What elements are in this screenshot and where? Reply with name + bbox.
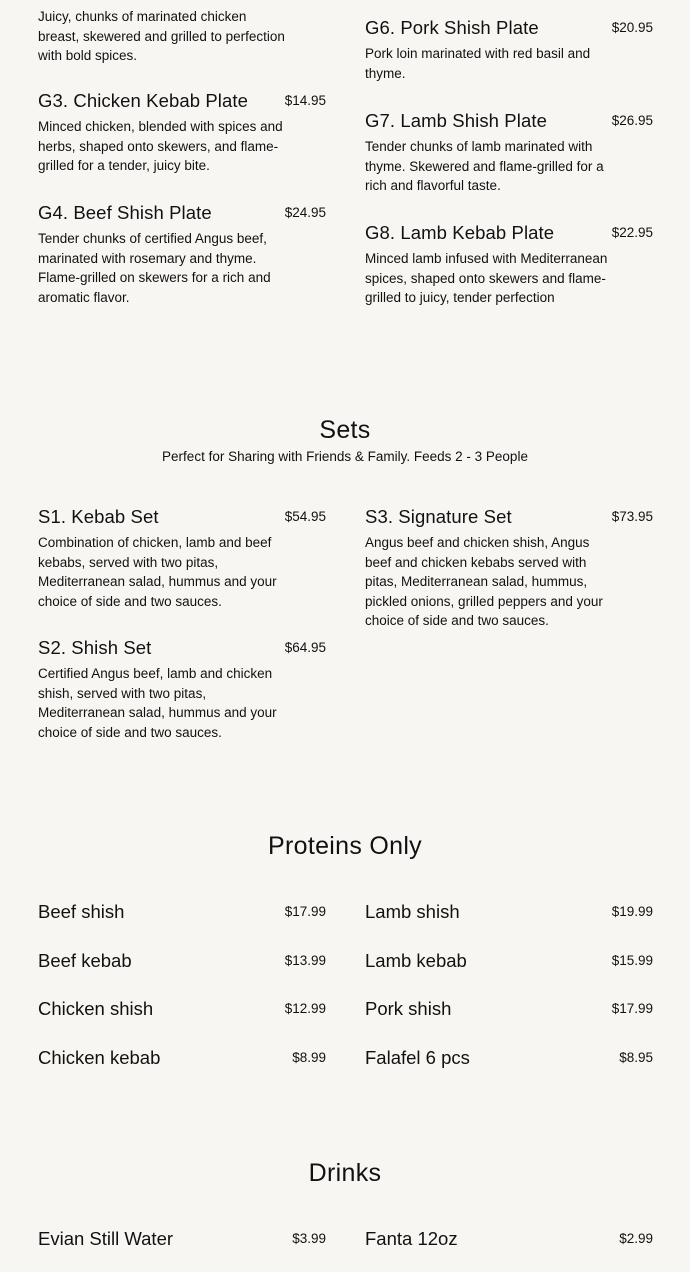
menu-item <box>38 506 326 611</box>
list-item <box>38 998 326 1024</box>
item-name: Pork shish <box>365 998 452 1019</box>
menu-item-description: Minced lamb infused with Mediterranean spices, shaped onto skewers and flame-grilled to juicy, tender perfection <box>365 251 608 305</box>
list-item <box>38 1047 326 1073</box>
list-item <box>365 950 653 976</box>
list-item <box>365 901 653 927</box>
menu-item-name: S1. Kebab Set <box>38 506 159 527</box>
menu-item <box>365 506 653 631</box>
item-name: Falafel 6 pcs <box>365 1047 470 1068</box>
item-name: Lamb shish <box>365 901 460 922</box>
menu-item-price: $14.95 <box>284 93 326 108</box>
menu-item <box>365 17 653 83</box>
menu-item-price: $64.95 <box>284 640 326 655</box>
item-name: Lamb kebab <box>365 950 467 971</box>
menu-item-price: $54.95 <box>284 509 326 524</box>
menu-item-description: Angus beef and chicken shish, Angus beef and chicken kebabs served with pitas, Mediterranean salad, hummus, pickled onions, grilled peppers and your choice of side and two sauces. <box>365 535 603 628</box>
item-name: Chicken shish <box>38 998 154 1019</box>
item-price: $12.99 <box>284 1001 326 1016</box>
section-title-sets: Sets <box>319 416 371 444</box>
menu-item-price: $73.95 <box>611 509 653 524</box>
menu-item-description: Certified Angus beef, lamb and chicken shish, served with two pitas, Mediterranean salad, hummus and your choice of side and two sauces. <box>38 666 277 740</box>
menu-item-name: G8. Lamb Kebab Plate <box>365 222 555 243</box>
item-price: $2.99 <box>619 1231 653 1246</box>
list-item <box>38 1228 326 1254</box>
item-price: $15.99 <box>611 953 653 968</box>
list-item <box>38 901 326 927</box>
list-item <box>365 1228 653 1254</box>
menu-item-description: Combination of chicken, lamb and beef kebabs, served with two pitas, Mediterranean salad, hummus and your choice of side and two sauces. <box>38 535 277 609</box>
menu-item-description: Pork loin marinated with red basil and thyme. <box>365 46 591 81</box>
item-price: $3.99 <box>292 1231 326 1246</box>
menu-item-description: Juicy, chunks of marinated chicken breast, skewered and grilled to perfection with bold spices. <box>38 9 285 63</box>
item-name: Beef kebab <box>38 950 132 971</box>
item-name: Fanta 12oz <box>365 1228 458 1249</box>
menu-item-price: $24.95 <box>284 205 326 220</box>
menu-item-price: $22.95 <box>611 225 653 240</box>
section-subtitle-sets: Perfect for Sharing with Friends & Family. Feeds 2 - 3 People <box>162 449 528 464</box>
menu-item-name: G3. Chicken Kebab Plate <box>38 90 249 111</box>
list-item <box>365 1047 653 1073</box>
menu-item-name: G7. Lamb Shish Plate <box>365 110 547 131</box>
menu-item <box>38 90 326 176</box>
menu-item-name: S3. Signature Set <box>365 506 512 527</box>
menu-item-description: Tender chunks of certified Angus beef, marinated with rosemary and thyme. Flame-grilled on skewers for a rich and aromatic flavor. <box>38 231 271 305</box>
menu-item-description: Tender chunks of lamb marinated with thyme. Skewered and flame-grilled for a rich and flavorful taste. <box>365 139 604 193</box>
list-item <box>365 998 653 1024</box>
menu-item-name: G6. Pork Shish Plate <box>365 17 539 38</box>
item-price: $13.99 <box>284 953 326 968</box>
item-price: $17.99 <box>611 1001 653 1016</box>
menu-item-price: $26.95 <box>611 113 653 128</box>
section-title-proteins: Proteins Only <box>268 832 422 860</box>
section-title-drinks: Drinks <box>308 1159 382 1187</box>
menu-item-price: $20.95 <box>611 20 653 35</box>
item-price: $19.99 <box>611 904 653 919</box>
menu-item <box>365 110 653 196</box>
menu-item-name: G4. Beef Shish Plate <box>38 202 212 223</box>
menu-item <box>38 637 326 742</box>
item-name: Beef shish <box>38 901 125 922</box>
item-price: $8.99 <box>292 1050 326 1065</box>
item-price: $8.95 <box>619 1050 653 1065</box>
menu-item <box>365 222 653 308</box>
item-name: Chicken kebab <box>38 1047 161 1068</box>
menu-item <box>38 202 326 307</box>
list-item <box>38 950 326 976</box>
item-name: Evian Still Water <box>38 1228 174 1249</box>
menu-item-name: S2. Shish Set <box>38 637 152 658</box>
item-price: $17.99 <box>284 904 326 919</box>
menu-item-description: Minced chicken, blended with spices and herbs, shaped onto skewers, and flame-grilled for a tender, juicy bite. <box>38 119 283 173</box>
